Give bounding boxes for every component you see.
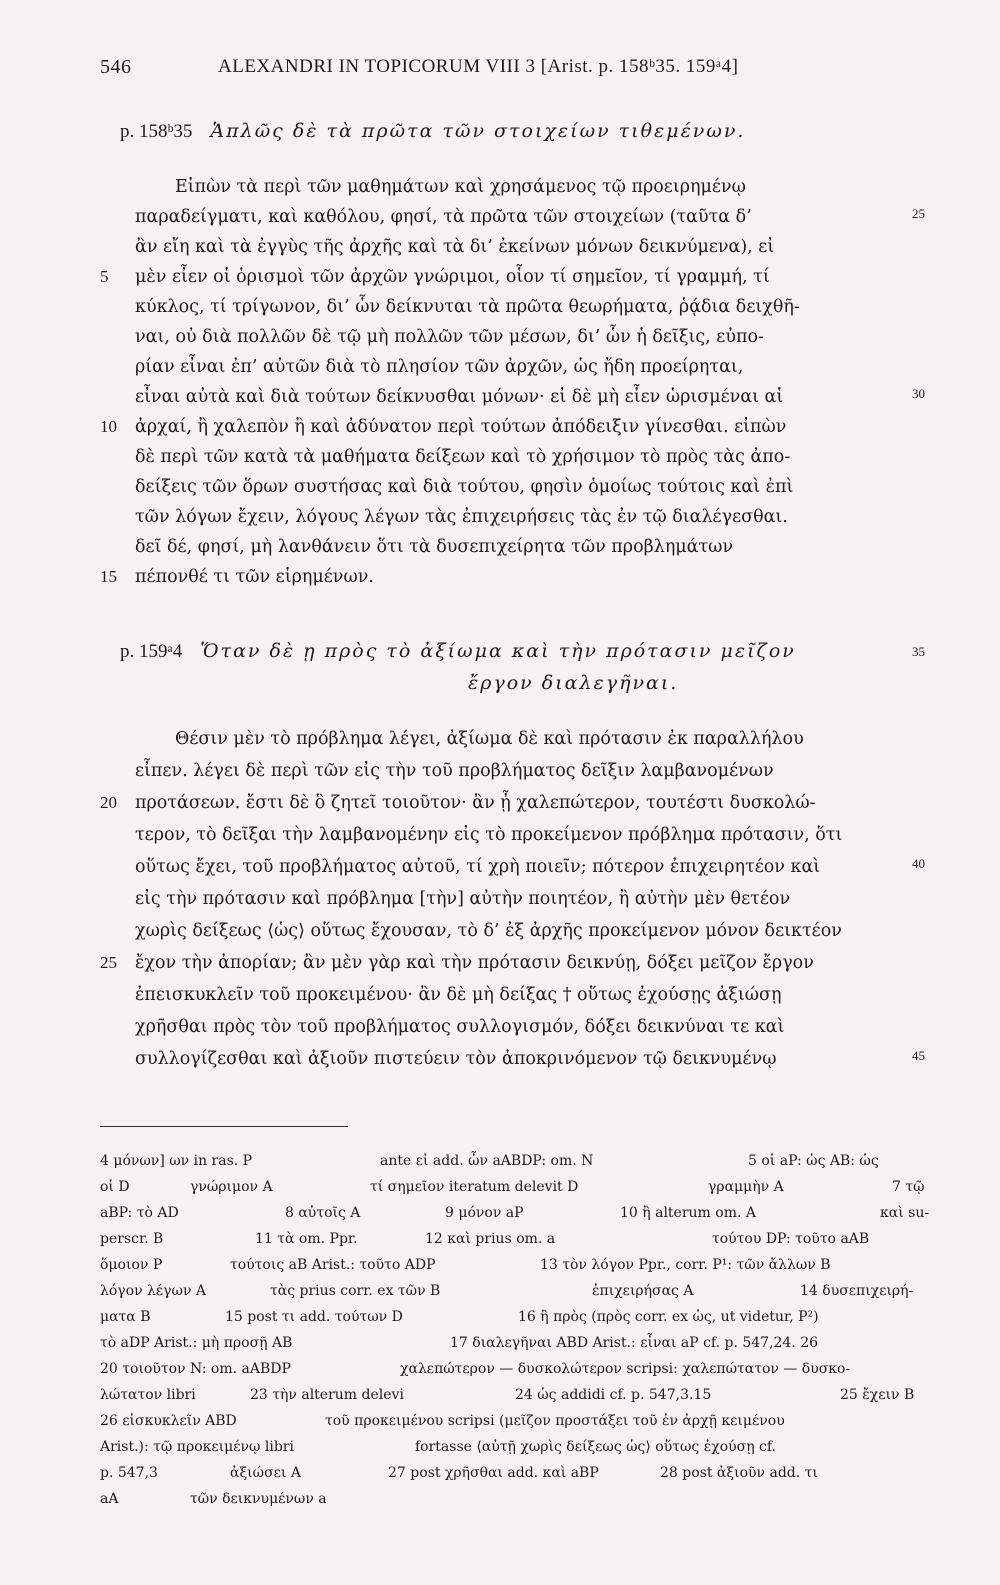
lemma-text: Ἁπλῶς δὲ τὰ πρῶτα τῶν στοιχείων τιθεμένων. (210, 120, 746, 142)
apparatus-entry: 23 τὴν alterum delevi (250, 1387, 404, 1403)
apparatus-entry: λώτατον libri (100, 1387, 196, 1403)
apparatus-entry: καὶ su- (880, 1205, 930, 1221)
text-line: τῶν λόγων ἔχειν, λόγους λέγων τὰς ἐπιχειρήσεις τὰς ἐν τῷ διαλέγεσθαι. (135, 507, 788, 527)
apparatus-entry: 16 ἢ πρὸς (πρὸς corr. ex ὡς, ut videtur, P²) (518, 1309, 819, 1325)
apparatus-entry: 17 διαλεγῆναι ABD Arist.: εἶναι aP cf. p. 547,24. 26 (450, 1335, 819, 1351)
margin-reference-number: 30 (912, 386, 925, 401)
text-line: ἀρχαί, ἢ χαλεπὸν ἢ καὶ ἀδύνατον περὶ τούτων ἀπόδειξιν γίνεσθαι. εἰπὼν (135, 417, 787, 437)
page-number: 546 (100, 56, 132, 78)
text-line: πέπονθέ τι τῶν εἰρημένων. (135, 567, 374, 587)
text-line: δεῖ δέ, φησί, μὴ λανθάνειν ὅτι τὰ δυσεπιχείρητα τῶν προβλημάτων (135, 537, 734, 557)
apparatus-entry: χαλεπώτερον — δυσκολώτερον scripsi: χαλεπώτατον — δυσκο- (400, 1361, 851, 1377)
apparatus-entry: 27 post χρῆσθαι add. καὶ aBP (388, 1465, 599, 1481)
text-line: δείξεις τῶν ὅρων συστήσας καὶ διὰ τούτου, φησὶν ὁμοίως τούτοις καὶ ἐπὶ (135, 477, 794, 497)
apparatus-entry: fortasse ⟨αὐτῇ χωρὶς δείξεως ὡς⟩ οὕτως ἐχούσῃ cf. (415, 1439, 777, 1455)
line-number: 10 (100, 417, 117, 436)
apparatus-entry: p. 547,3 (100, 1465, 158, 1481)
apparatus-entry: 25 ἔχειν B (840, 1387, 915, 1403)
margin-reference-number: 25 (912, 206, 925, 221)
apparatus-entry: 8 αὐτοῖς A (285, 1205, 361, 1221)
apparatus-entry: 28 post ἀξιοῦν add. τι (660, 1465, 818, 1481)
apparatus-entry: 12 καὶ prius om. a (425, 1231, 556, 1247)
lemma-text: ἔργον διαλεγῆναι. (468, 672, 679, 694)
apparatus-entry: aBP: τὸ AD (100, 1205, 179, 1221)
line-number: 20 (100, 793, 117, 812)
apparatus-line (100, 1460, 940, 1486)
apparatus-line (100, 1304, 940, 1330)
margin-reference-number: 40 (912, 856, 925, 871)
text-line: ναι, οὐ διὰ πολλῶν δὲ τῷ μὴ πολλῶν τῶν μέσων, δι’ ὧν ἡ δεῖξις, εὐπο- (135, 327, 764, 347)
apparatus-entry: γραμμὴν A (708, 1179, 784, 1195)
apparatus-entry: ἀξιώσει A (230, 1465, 301, 1481)
apparatus-entry: 11 τὰ om. Ppr. (255, 1231, 358, 1247)
apparatus-entry: 20 τοιοῦτον N: om. aABDP (100, 1361, 291, 1377)
text-line: εἶναι αὐτὰ καὶ διὰ τούτων δείκνυσθαι μόνων· εἰ δὲ μὴ εἶεν ὡρισμέναι αἱ (135, 387, 784, 407)
apparatus-line (100, 1200, 940, 1226)
apparatus-entry: ἐπιχειρήσας A (592, 1283, 694, 1299)
apparatus-entry: τῶν δεικνυμένων a (190, 1491, 327, 1507)
apparatus-entry: τὰς prius corr. ex τῶν B (270, 1283, 441, 1299)
text-line: παραδείγματι, καὶ καθόλου, φησί, τὰ πρῶτα τῶν στοιχείων (ταῦτα δ’ (135, 207, 752, 227)
apparatus-line (100, 1486, 940, 1512)
text-line: οὕτως ἔχει, τοῦ προβλήματος αὐτοῦ, τί χρὴ ποιεῖν; πότερον ἐπιχειρητέον καὶ (135, 857, 821, 877)
running-title: ALEXANDRI IN TOPICORUM VIII 3 [Arist. p. 158ᵇ35. 159ᵃ4] (218, 56, 739, 77)
apparatus-entry: λόγον λέγων A (100, 1283, 207, 1299)
apparatus-entry: ματα B (100, 1309, 151, 1325)
apparatus-line (100, 1226, 940, 1252)
apparatus-entry: ὅμοιον P (100, 1257, 163, 1273)
lemma-text: Ὅταν δὲ ῃ πρὸς τὸ ἀξίωμα καὶ τὴν πρότασιν μεῖζον (200, 640, 796, 662)
margin-reference-number: 45 (912, 1048, 925, 1063)
text-line: δὲ περὶ τῶν κατὰ τὰ μαθήματα δείξεων καὶ τὸ χρήσιμον τὸ πρὸς τὰς ἀπο- (135, 447, 791, 467)
apparatus-entry: τοῦ προκειμένου scripsi (μεῖζον προστάξει τοῦ ἐν ἀρχῇ κειμένου (325, 1413, 785, 1429)
text-line: χρῆσθαι πρὸς τὸν τοῦ προβλήματος συλλογισμόν, δόξει δεικνύναι τε καὶ (135, 1017, 785, 1037)
apparatus-entry: 24 ὡς addidi cf. p. 547,3.15 (515, 1387, 712, 1403)
lemma-heading-1 (120, 120, 745, 143)
apparatus-entry: ante εἰ add. ὧν aABDP: om. N (380, 1153, 594, 1169)
text-line: τερον, τὸ δεῖξαι τὴν λαμβανομένην εἰς τὸ προκείμενον πρόβλημα πρότασιν, ὅτι (135, 825, 843, 845)
lemma-heading-2 (120, 640, 796, 663)
text-line: κύκλος, τί τρίγωνον, δι’ ὧν δείκνυται τὰ πρῶτα θεωρήματα, ῥᾴδια δειχθῆ- (135, 297, 800, 317)
apparatus-entry: τούτοις aB Arist.: τοῦτο ADP (230, 1257, 436, 1273)
apparatus-line (100, 1382, 940, 1408)
apparatus-entry: τούτου DP: τοῦτο aAB (712, 1231, 870, 1247)
apparatus-entry: 7 τῷ (892, 1179, 925, 1195)
apparatus-entry: Arist.): τῷ προκειμένῳ libri (100, 1439, 294, 1455)
apparatus-entry: 4 μόνων] ων in ras. P (100, 1153, 253, 1169)
apparatus-entry: aA (100, 1491, 119, 1507)
line-number: 5 (100, 267, 109, 286)
apparatus-entry: perscr. B (100, 1231, 164, 1247)
text-line: ἔχον τὴν ἀπορίαν; ἂν μὲν γὰρ καὶ τὴν πρότασιν δεικνύῃ, δόξει μεῖζον ἔργον (135, 953, 814, 973)
apparatus-line (100, 1252, 940, 1278)
lemma-reference: p. 158ᵇ35 (120, 121, 193, 142)
text-line: μὲν εἶεν οἱ ὁρισμοὶ τῶν ἀρχῶν γνώριμοι, οἷον τί σημεῖον, τί γραμμή, τί (135, 267, 770, 287)
text-line: Θέσιν μὲν τὸ πρόβλημα λέγει, ἀξίωμα δὲ καὶ πρότασιν ἐκ παραλλήλου (175, 729, 804, 749)
apparatus-line (100, 1434, 940, 1460)
apparatus-entry: γνώριμον A (190, 1179, 273, 1195)
text-line: ἐπεισκυκλεῖν τοῦ προκειμένου· ἂν δὲ μὴ δείξας † οὕτως ἐχούσῃς ἀξιώσῃ (135, 985, 782, 1005)
apparatus-entry: 10 ἢ alterum om. A (620, 1205, 756, 1221)
text-line: εἰς τὴν πρότασιν καὶ πρόβλημα [τὴν] αὐτὴν ποιητέον, ἢ αὐτὴν μὲν θετέον (135, 889, 791, 909)
lemma-heading-2-continued (468, 672, 678, 694)
line-number: 15 (100, 567, 117, 586)
apparatus-entry: τὸ aDP Arist.: μὴ προσῇ AB (100, 1335, 293, 1351)
apparatus-entry: οἱ D (100, 1179, 130, 1195)
text-line: προτάσεων. ἔστι δὲ ὃ ζητεῖ τοιοῦτον· ἂν ᾖ χαλεπώτερον, τουτέστι δυσκολώ- (135, 793, 816, 813)
text-line: συλλογίζεσθαι καὶ ἀξιοῦν πιστεύειν τὸν ἀποκρινόμενον τῷ δεικνυμένῳ (135, 1049, 777, 1069)
text-line: ἂν εἴη καὶ τὰ ἐγγὺς τῆς ἀρχῆς καὶ τὰ δι’ ἐκείνων μόνων δεικνύμενα), εἰ (135, 237, 775, 257)
lemma-reference: p. 159ᵃ4 (120, 641, 183, 662)
apparatus-entry: 14 δυσεπιχειρή- (800, 1283, 914, 1299)
line-number: 25 (100, 953, 117, 972)
apparatus-line (100, 1148, 940, 1174)
text-line: Εἰπὼν τὰ περὶ τῶν μαθημάτων καὶ χρησάμενος τῷ προειρημένῳ (175, 177, 746, 197)
apparatus-entry: 9 μόνον aP (445, 1205, 524, 1221)
text-line: εἶπεν. λέγει δὲ περὶ τῶν εἰς τὴν τοῦ προβλήματος δεῖξιν λαμβανομένων (135, 761, 774, 781)
text-line: ρίαν εἶναι ἐπ’ αὐτῶν διὰ τὸ πλησίον τῶν ἀρχῶν, ὡς ἤδη προείρηται, (135, 357, 744, 377)
apparatus-line (100, 1408, 940, 1434)
apparatus-line (100, 1356, 940, 1382)
apparatus-entry: 15 post τι add. τούτων D (225, 1309, 403, 1325)
footnote-divider (100, 1126, 348, 1127)
apparatus-entry: τί σημεῖον iteratum delevit D (370, 1179, 579, 1195)
apparatus-entry: 13 τὸν λόγον Ppr., corr. P¹: τῶν ἄλλων B (540, 1257, 831, 1273)
margin-reference-number: 35 (912, 644, 925, 659)
apparatus-line (100, 1174, 940, 1200)
apparatus-line (100, 1330, 940, 1356)
apparatus-entry: 26 εἰσκυκλεῖν ABD (100, 1413, 237, 1429)
apparatus-entry: 5 οἱ aP: ὡς AB: ὡς (748, 1153, 879, 1169)
text-line: χωρὶς δείξεως ⟨ὡς⟩ οὕτως ἔχουσαν, τὸ δ’ ἐξ ἀρχῆς προκείμενον μόνον δεικτέον (135, 921, 842, 941)
apparatus-line (100, 1278, 940, 1304)
